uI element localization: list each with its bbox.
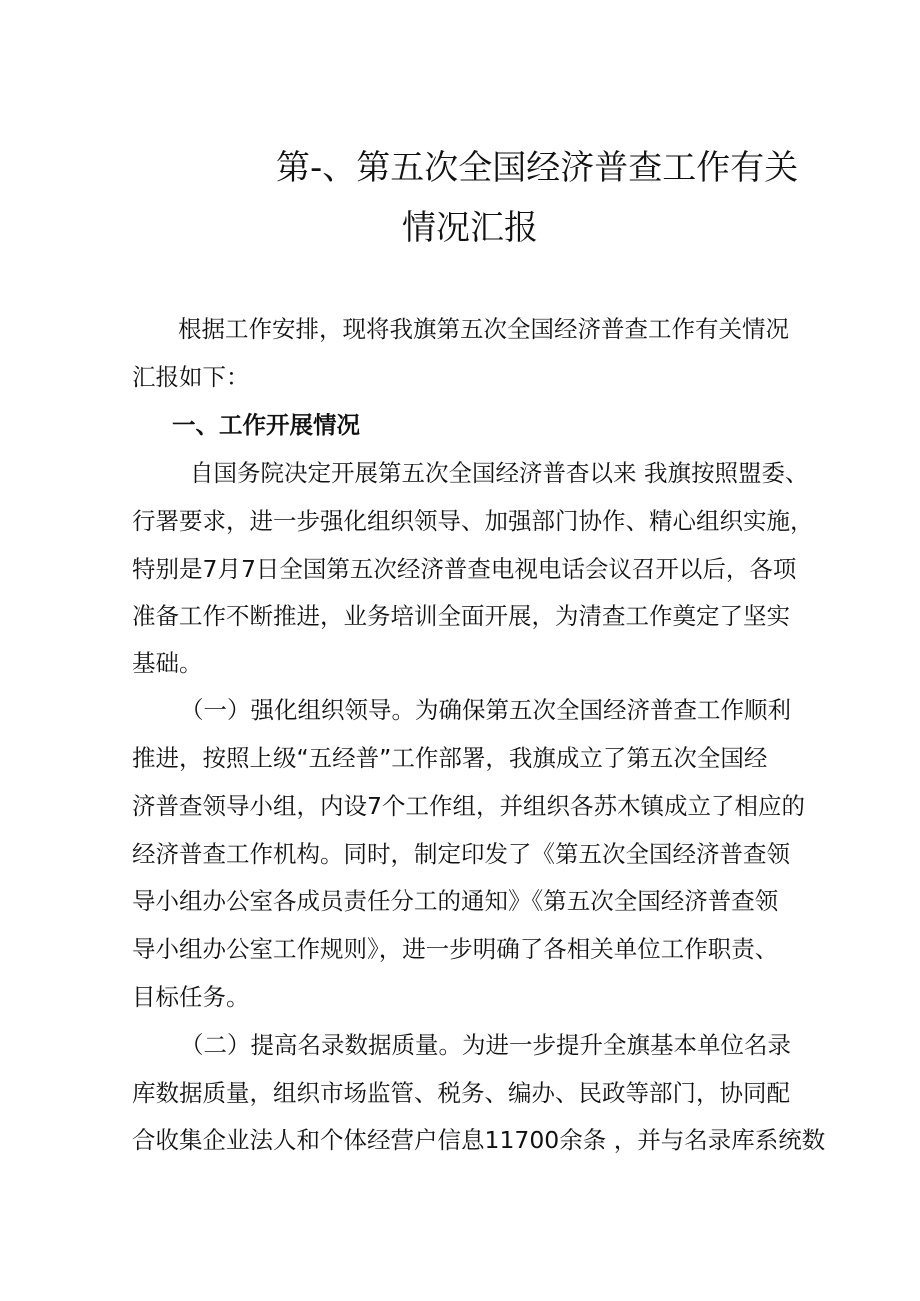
- paragraph-1-line-2: 行署要求，进一步强化组织领导、加强部门协作、精心组织实施，: [132, 507, 814, 535]
- document-title-line-2: 情况汇报: [402, 208, 538, 248]
- section-heading-1: 一、工作开展情况: [172, 411, 360, 439]
- paragraph-1-line-4: 准备工作不断推进，业务培训全面开展，为清查工作奠定了坚实: [132, 602, 790, 630]
- paragraph-2-line-2: 推进，按照上级“五经普”工作部署，我旗成立了第五次全国经: [132, 744, 768, 772]
- paragraph-2-line-4: 经济普查工作机构。同时，制定印发了《第五次全国经济普查领: [132, 840, 790, 868]
- document-title-line-1: 第-、第五次全国经济普查工作有关: [276, 148, 799, 188]
- paragraph-2-line-6: 导小组办公室工作规则》，进一步明确了各相关单位工作职责、: [132, 935, 779, 963]
- paragraph-1-line-1: 自国务院决定开展第五次全国经济普杳以来 我旗按照盟委、: [190, 459, 809, 487]
- paragraph-2-line-7: 目标任务。: [132, 983, 250, 1011]
- paragraph-intro-line-2: 汇报如下：: [132, 363, 250, 391]
- paragraph-3-line-1: （二）提高名录数据质量。为进一步提升全旗基本单位名录: [180, 1031, 791, 1059]
- paragraph-intro-line-1: 根据工作安排，现将我旗第五次全国经济普查工作有关情况: [178, 315, 789, 343]
- paragraph-1-line-3: 特别是7月7日全国第五次经济普查电视电话会议召开以后，各项: [132, 555, 797, 583]
- paragraph-3-line-2: 库数据质量，组织市场监管、税务、编办、民政等部门，协同配: [132, 1079, 790, 1107]
- paragraph-2-line-3: 济普查领导小组，内设7个工作组，并组织各苏木镇成立了相应的: [132, 792, 805, 820]
- paragraph-1-line-5: 基础。: [132, 649, 203, 677]
- paragraph-3-line-3: 合收集企业法人和个体经营户信息11700余条 ，并与名录库系统数: [132, 1126, 826, 1154]
- paragraph-2-line-1: （一）强化组织领导。为确保第五次全国经济普查工作顺利: [180, 696, 791, 724]
- paragraph-2-line-5: 导小组办公室各成员责任分工的通知》《第五次全国经济普查领: [132, 887, 779, 915]
